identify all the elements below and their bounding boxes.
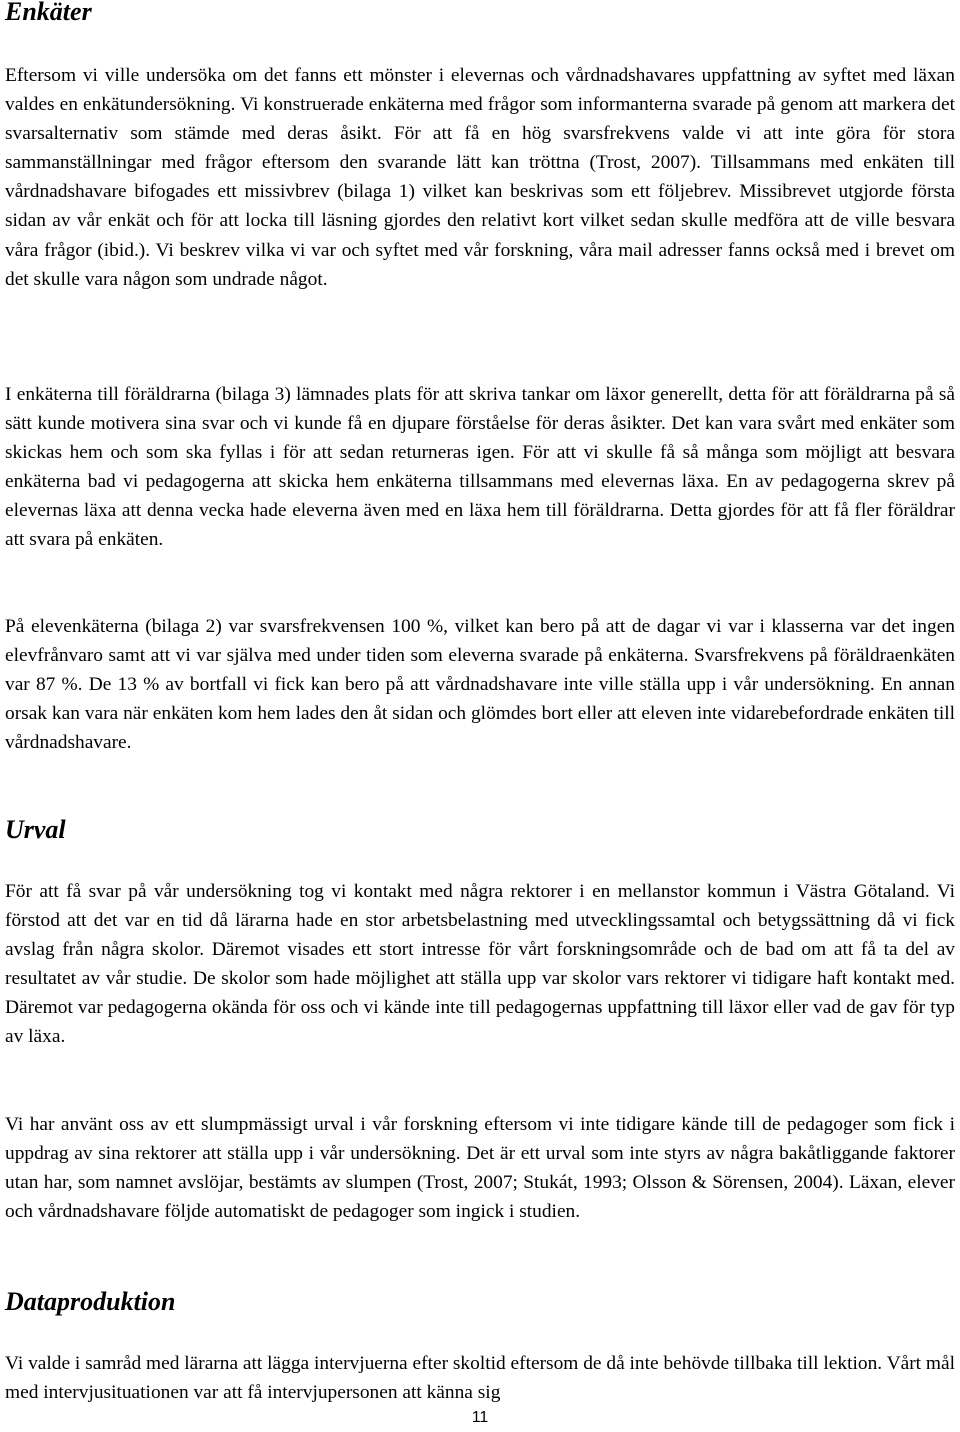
paragraph-dataproduktion-1: Vi valde i samråd med lärarna att lägga intervjuerna efter skoltid eftersom de då inte behövde tillbaka till lektion. Vårt mål med intervjusituationen var att få intervjupersonen att känna sig [5, 1353, 955, 1404]
section-heading-dataproduktion: Dataproduktion [5, 1287, 176, 1316]
paragraph-enkater-2: I enkäterna till föräldrarna (bilaga 3) lämnades plats för att skriva tankar om läxor generellt, detta för att föräldrarna på så sätt kunde motivera sina svar och vi kunde få en djupare förståelse för deras åsikter. Det kan vara svårt med enkäter som skickas hem och som ska fyllas i för att sedan returneras igen. För att vi skulle få så många som möjligt att besvara enkäterna bad vi pedagogerna att skicka hem enkäterna tillsammans med elevernas läxa. En av pedagogerna skrev på elevernas läxa att denna vecka hade eleverna även med en läxa hem till föräldrarna. Detta gjordes för att få fler föräldrar att svara på enkäten. [5, 384, 955, 551]
paragraph-enkater-1: Eftersom vi ville undersöka om det fanns ett mönster i elevernas och vårdnadshavares uppfattning av syftet med läxan valdes en enkätundersökning. Vi konstruerade enkäterna med frågor som informanterna svarade på genom att markera det svarsalternativ som stämde med deras åsikt. För att få en hög svarsfrekvens valde vi att inte göra för stora sammanställningar med frågor eftersom den svarande lätt kan tröttna (Trost, 2007). Tillsammans med enkäten till vårdnadshavare bifogades ett missivbrev (bilaga 1) vilket kan beskrivas som ett följebrev. Missibrevet utgjorde första sidan av vår enkät och för att locka till läsning gjordes den relativt kort vilket sedan skulle medföra att de ville besvara våra frågor (ibid.). Vi beskrev vilka vi var och syftet med vår forskning, våra mail adresser fanns också med i brevet om det skulle vara någon som undrade något. [5, 65, 955, 290]
paragraph-urval-2: Vi har använt oss av ett slumpmässigt urval i vår forskning eftersom vi inte tidigare kände till de pedagoger som fick i uppdrag av sina rektorer att ställa upp i vår undersökning. Det är ett urval som inte styrs av några bakåtliggande faktorer utan har, som namnet avslöjar, bestämts av slumpen (Trost, 2007; Stukát, 1993; Olsson & Sörensen, 2004). Läxan, elever och vårdnadshavare följde automatiskt de pedagoger som ingick i studien. [5, 1114, 955, 1223]
paragraph-enkater-3: På elevenkäterna (bilaga 2) var svarsfrekvensen 100 %, vilket kan bero på att de dagar vi var i klasserna var det ingen elevfrånvaro samt att vi var själva med under tiden som eleverna svarade på enkäterna. Svarsfrekvens på föräldraenkäten var 87 %. De 13 % av bortfall vi fick kan bero på att vårdnadshavare inte ville ställa upp i vår undersökning. En annan orsak kan vara när enkäten kom hem lades den åt sidan och glömdes bort eller att eleven inte vidarebefordrade enkäten till vårdnadshavare. [5, 616, 955, 754]
paragraph-urval-1: För att få svar på vår undersökning tog vi kontakt med några rektorer i en mellanstor kommun i Västra Götaland. Vi förstod att det var en tid då lärarna hade en stor arbetsbelastning med utvecklingssamtal och betygssättning då vi fick avslag från några skolor. Däremot visades ett stort intresse för vårt forskningsområde och de bad om att få ta del av resultatet av vår studie. De skolor som hade möjlighet att ställa upp var skolor vars rektorer vi tidigare haft kontakt med. Däremot var pedagogerna okända för oss och vi kände inte till pedagogernas uppfattning till läxor eller vad de gav för typ av läxa. [5, 881, 955, 1048]
section-heading-enkater: Enkäter [5, 0, 92, 26]
page-number: 11 [471, 1409, 489, 1426]
section-heading-urval: Urval [5, 815, 66, 844]
